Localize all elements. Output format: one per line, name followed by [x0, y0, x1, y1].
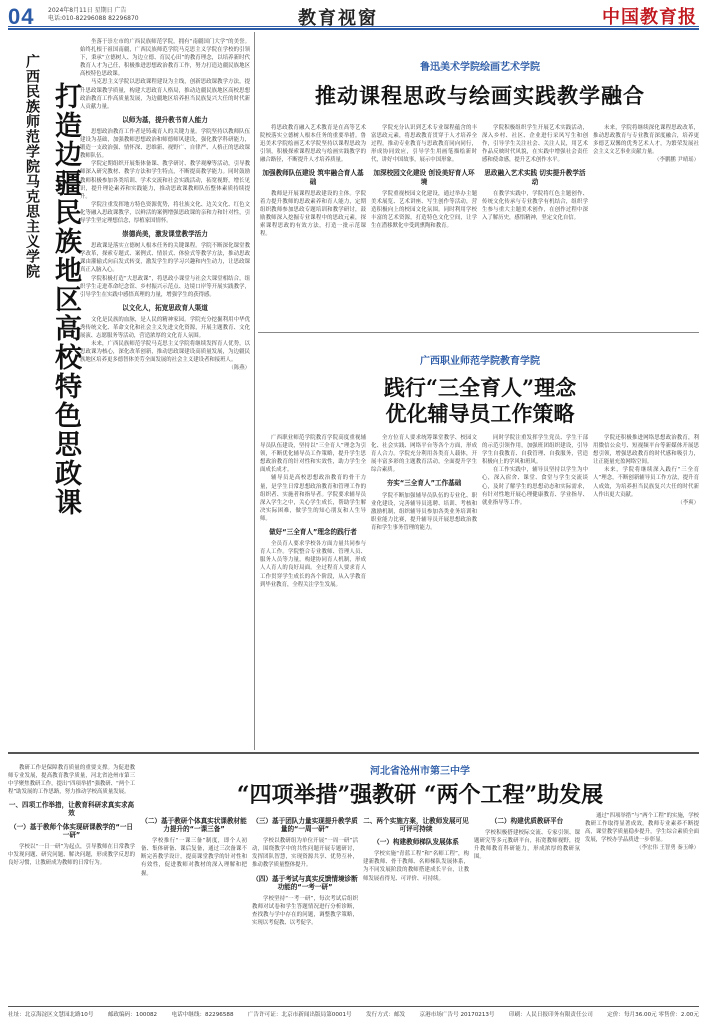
article-3-p2: 辅导员是高校思想政治教育的骨干力量，是学生日常思想政治教育和管理工作的组织者、实施者和指导者。学院要求辅导员深入学生之中，关心学生成长，帮助学生解决实际困难，做学生的知心朋友和人生导师。: [260, 475, 366, 522]
article-4-p8: 通过“四项举措”与“两个工程”的实施，学校教研工作取得显著成效，教师专业素养不断提高，课堂教学质量稳步提升，学生综合素质全面发展，学校办学品质进一步彰显。: [585, 813, 699, 844]
article-4-p7: 学校积极搭建校际交流、专家引领、课题研究等多元教研平台，拓宽教师视野，提升教师教育科研能力，形成浓厚的教研氛围。: [474, 830, 580, 861]
article-4-p1: 教研工作是保障教育质量的重要支撑。为促进教师专业发展，提高教育教学质量，河北省沧州市第三中学聚焦教研工作，提出“四项举措”强教研、“两个工程”助发展的工作思路，努力推动学校高质量发展。: [8, 765, 135, 796]
article-2-p5: 学院积极组织学生开展艺术实践活动，深入乡村、社区、企业进行采风写生和创作，引导学生关注社会、关注人民，用艺术作品反映时代风貌，在实践中增强社会责任感和使命感，提升艺术创作水平。: [482, 125, 588, 164]
article-4-title: “四项举措”强教研 “两个工程”助发展: [236, 782, 604, 808]
article-1-title: 打造边疆民族地区高校特色思政课: [50, 82, 81, 517]
date-line: 2024年8月11日 星期日 广告: [48, 7, 127, 14]
article-1-sub3: 以文化人，拓宽思政育人渠道: [122, 303, 208, 312]
article-3-p1: 广西职业师范学院教育学院高度重视辅导员队伍建设，坚持以“三全育人”理念为引领，不断优化辅导员工作策略，提升学生思想政治教育的针对性和实效性，助力学生全面成长成才。: [260, 435, 366, 474]
footer-postcode: 邮政编码：100082: [107, 1012, 158, 1018]
article-2-col-2: [371, 124, 477, 328]
article-3-col-3: [482, 434, 588, 746]
article-1-p9: 未来，广西民族师范学院马克思主义学院将继续发挥育人优势，以思政课为核心，深化改革创新，推动思政课建设高质量发展，为边疆民族地区培养更多德智体美劳全面发展的社会主义建设者和接班人。: [80, 341, 250, 364]
article-3-title-line-2: 优化辅导员工作策略: [385, 401, 575, 426]
article-3-title-line-1: 践行“三全育人”理念: [383, 375, 577, 400]
masthead-logo: 中国教育报: [602, 7, 697, 28]
article-divider-2: [258, 332, 699, 333]
article-4-sub6: 二、两个实施方案，让教师发展可见可评可持续: [363, 817, 469, 834]
article-2-p6: 在教学实践中，学院将红色主题创作、传统文化传承与专业教学有机结合，组织学生参与重大主题美术创作，在创作过程中深入了解历史，感悟精神，坚定文化自信。: [482, 190, 588, 221]
article-3-p8: 学院还积极推进网络思想政治教育，利用微信公众号、短视频平台等新媒体开展思想引领，增强思政教育的时代感和吸引力，让正能量充盈网络空间。: [593, 435, 699, 466]
article-2-col-1: [260, 124, 366, 328]
article-1-sub2: 崇德尚美，激发课堂教学活力: [122, 230, 208, 239]
article-1-p4: 学院定期组织开展集体备课、教学研讨、教学观摩等活动，引导教师深入研究教材、教学方法和学生特点，不断提高教学能力。同时鼓励教师积极参加各类培训、学术交流和社会实践活动，拓宽视野，增长见识，提升理论素养和实践能力，推动思政课教师队伍整体素质持续提升。: [80, 161, 250, 200]
article-1-p8: 文化是民族的血脉，是人民的精神家园。学院充分挖掘利用中华优秀传统文化、革命文化和社会主义先进文化资源，开展主题教育、文化展演、志愿服务等活动，营造浓厚的文化育人氛围。: [80, 316, 250, 340]
article-2-p7: 未来，学院将继续深化课程思政改革，推动思政教育与专业教育深度融合，培养更多德艺双馨的优秀艺术人才，为繁荣发展社会主义文艺事业贡献力量。: [593, 125, 699, 156]
article-4-p2: 学校以“一日一研”为起点，引导教师在日常教学中发现问题、研究问题、解决问题，形成教学反思的良好习惯，让教研成为教师的日常行为。: [8, 843, 135, 866]
article-1-p3: 思想政治教育工作者是铸魂育人的关键力量。学院坚持以教师队伍建设为基础，加强教师思想政治和师德师风建设，强化教学科研能力，锻造一支政治强、情怀深、思维新、视野广、自律严、人格正的思政课教师队伍。: [80, 128, 250, 160]
header-meta: [48, 7, 139, 23]
article-1-org: 广西民族师范学院马克思主义学院: [24, 54, 40, 279]
article-4-sub4: （三）基于团队力量实现提升教学质量的“一周一研”: [252, 817, 358, 834]
article-divider-3: [8, 752, 699, 754]
article-4-col-1: [8, 764, 135, 1002]
header-rule: [8, 26, 699, 27]
article-2-p4: 学院重视校园文化建设，通过举办主题美术展览、艺术讲座、写生创作等活动，营造积极向上的校园文化氛围。同时利用学校丰富的艺术资源，打造特色文化空间，让学生在潜移默化中受到熏陶和教育。: [371, 190, 477, 230]
article-4-sub7: （一）构建教师梯队发展体系: [373, 838, 459, 847]
article-4-dek: 河北省沧州市第三中学: [370, 766, 470, 777]
footer-address: 社址：北京海淀区文慧园北路10号: [8, 1012, 94, 1018]
article-2-col-3: [482, 124, 588, 328]
article-3-p3: 全员育人要求学校各方面力量共同参与育人工作。学院整合专业教师、管理人员、服务人员等力量，构建协同育人机制，形成人人育人的良好局面。全过程育人要求育人工作贯穿学生成长的各个阶段，从入学教育到毕业教育，全程关注学生发展。: [260, 541, 366, 588]
article-3-p7: 在工作实践中，辅导员坚持以学生为中心，深入宿舍、课堂、食堂与学生交流谈心，及时了解学生的思想动态和实际需求，有针对性地开展心理健康教育、学业指导、就业指导等工作。: [482, 467, 588, 506]
article-3-p9: 未来，学院将继续深入践行“三全育人”理念，不断创新辅导员工作方法，提升育人成效，为培养担当民族复兴大任的时代新人作出更大贡献。: [593, 467, 699, 498]
article-1-sub1: 以师为基，提升教书育人能力: [122, 115, 208, 124]
article-1-p1: 坐落于崇左市的广西民族师范学院，拥有“南疆国门大学”的美誉。始终扎根于祖国南疆，广西民族师范学院马克思主义学院在学校的引领下，秉承“立德树人、为边立德、育民心田”的教育理念，以培养新时代教育人才为己任，积极推进思想政治教育工作，努力打造边疆民族地区高校特色思政课。: [80, 39, 250, 78]
article-1-p7: 学院积极打造“大思政课”，将思政小课堂与社会大课堂相结合，组织学生走进革命纪念馆、乡村振兴示范点、边境口岸等开展实践教学，引导学生在实践中感悟真理的力量，增强学生的获得感。: [80, 275, 250, 298]
article-1-byline: （陈燕）: [228, 365, 250, 372]
article-1-p2: 马克思主义学院以思政课程建设为主线，创新思政课教学方法，提升思政课教学质量，构建大思政育人格局，推动边疆民族地区高校思想政治教育工作高质量发展，为边疆地区培养担当民族复兴大任的时代新人贡献力量。: [80, 79, 250, 110]
article-4-col-2: [141, 812, 247, 1002]
footer-price: 定价：每月36.00元 零售价：2.00元: [607, 1012, 699, 1018]
footer-print: 京港市场广告号 20170213号: [419, 1012, 495, 1018]
article-2-col-4: [593, 124, 699, 328]
article-3-sub1: 做好“三全育人”理念的践行者: [269, 528, 357, 537]
article-4-col-4: [363, 812, 469, 1002]
article-4-p6: 学校实施“青蓝工程”和“名师工程”，构建新教师、骨干教师、名师梯队发展体系，为不同发展阶段的教师搭建成长平台，让教师发展看得见、可评价、可持续。: [363, 851, 469, 882]
article-3-p5: 学院不断加强辅导员队伍的专业化、职业化建设，完善辅导员选聘、培训、考核和激励机制，组织辅导员参加各类业务培训和职业能力比赛，提升辅导员开展思想政治教育和学生事务管理的能力。: [371, 492, 477, 531]
header-rule-thick: [8, 28, 699, 30]
article-4-sub8: （二）构建优质教研平台: [490, 817, 564, 825]
article-4-sub5: （四）基于考试与真实反馈情境诊断功能的“一考一研”: [252, 874, 358, 891]
article-4-col-6: [585, 812, 699, 1002]
article-3-col-2: [371, 434, 477, 746]
article-2-p1: 将思政教育融入艺术教育是在高等艺术院校落实立德树人根本任务的重要举措。鲁迅美术学院绘画艺术学院坚持以课程思政为引领，积极探索课程思政与绘画实践教学的融合路径，不断提升人才培养质量。: [260, 125, 366, 164]
footer-phone: 电话中继线：82296588: [171, 1012, 234, 1018]
footer-ad-license: 广告许可证：北京市新闻出版局第0001号: [247, 1012, 352, 1018]
article-4-p5: 学校坚持“一考一研”，每次考试后组织教师对试卷和学生答题情况进行分析诊断，查找教与学中存在的问题，调整教学策略，实现以考促教、以考促学。: [252, 895, 358, 927]
article-1-p5: 学院注重发挥地方特色资源优势，将壮族文化、边关文化、红色文化等融入思政课教学，以鲜活的案例增强思政课的亲和力和针对性，引导学生坚定理想信念，厚植家国情怀。: [80, 201, 250, 224]
article-4-col-3: [252, 812, 358, 1002]
article-3-col-4: [593, 434, 699, 746]
section-title: 教育视窗: [298, 8, 378, 29]
footer-printer: 印刷：人民日报印务有限责任公司: [508, 1012, 593, 1018]
article-2-p3: 教师是开展课程思政建设的主体。学院着力提升教师的思政素养和育人能力，定期组织教师参加思政专题培训和教学研讨，鼓励教师深入挖掘专业课程中的思政元素，探索课程思政的有效方法，打造一批示范课程。: [260, 190, 366, 238]
article-4-col-5: [474, 812, 580, 1002]
article-2-dek: 鲁迅美术学院绘画艺术学院: [420, 62, 540, 73]
article-3-p6: 同时学院注重发挥学生党员、学生干部的示范引领作用，加强班团组织建设，引导学生自我教育、自我管理、自我服务，营造积极向上的学风和班风。: [482, 435, 588, 466]
article-3-p4: 全方位育人要求统筹课堂教学、校园文化、社会实践、网络平台等各个方面，形成育人合力。学院充分利用各类育人载体，开展丰富多彩的主题教育活动，全面提升学生综合素质。: [371, 435, 477, 474]
article-2-p2: 学院充分认识到艺术专业课程蕴含的丰富思政元素，将思政教育贯穿于人才培养全过程，推动专业教育与思政教育同向同行，形成协同效应，引导学生用画笔描绘新时代，讲好中国故事，展示中国形象。: [371, 125, 477, 164]
article-4-p4: 学校以教研组为单位开展“一周一研”活动，围绕教学中的共性问题开展专题研讨，发挥团队智慧，实现资源共享、优势互补，推动教学质量整体提升。: [252, 838, 358, 869]
article-4-p3: 学校推行“一课三备”制度，即个人初备、集体研备、课后复备，通过三次备课不断完善教学设计，提高课堂教学的针对性和有效性，促进教师对教材的深入理解和把握。: [141, 838, 247, 877]
article-2-title: 推动课程思政与绘画实践教学融合: [315, 83, 645, 108]
article-3-sub2: 夯实“三全育人”工作基础: [386, 479, 462, 488]
article-4-byline: （李宏伟 王智勇 秦玉峰）: [636, 845, 699, 852]
article-2-byline: （李鹏鹏 尹晴瑶）: [654, 157, 699, 164]
article-3-col-1: [260, 434, 366, 746]
article-4-sub3: （二）基于教研个体真实状课教材能力提升的“一课三备”: [141, 817, 247, 834]
phone-line: 电话:010-82296088 82296870: [48, 15, 139, 22]
footer-distribution: 发行方式：邮发: [366, 1012, 406, 1018]
page-number: 04: [8, 4, 35, 29]
article-2-sub1: 加强教师队伍建设 筑牢融合育人基础: [262, 169, 364, 186]
article-3-dek: 广西职业师范学院教育学院: [420, 356, 540, 367]
column-divider: [254, 32, 255, 750]
article-4-sub2: （一）基于教师个体实现研课教学的“一日一研”: [9, 822, 134, 839]
footer: [8, 1006, 699, 1021]
article-2-sub3: 思政融入艺术实践 切实提升教学活动: [484, 169, 586, 186]
article-1-body: [80, 38, 250, 743]
article-3-byline: （李爽）: [677, 499, 699, 506]
article-1-p6: 思政课是落实立德树人根本任务的关键课程。学院不断深化课堂教学改革，探索专题式、案例式、情景式、体验式等教学方法，推动思政课由灌输式向启发式转变，激发学生的学习兴趣和内生动力，让思政课真正入脑入心。: [80, 243, 250, 274]
article-4-sub1: 一、四项工作举措，让教育科研求真实求高效: [8, 801, 135, 818]
article-2-sub2: 加深校园文化建设 创设美好育人环境: [373, 169, 475, 186]
